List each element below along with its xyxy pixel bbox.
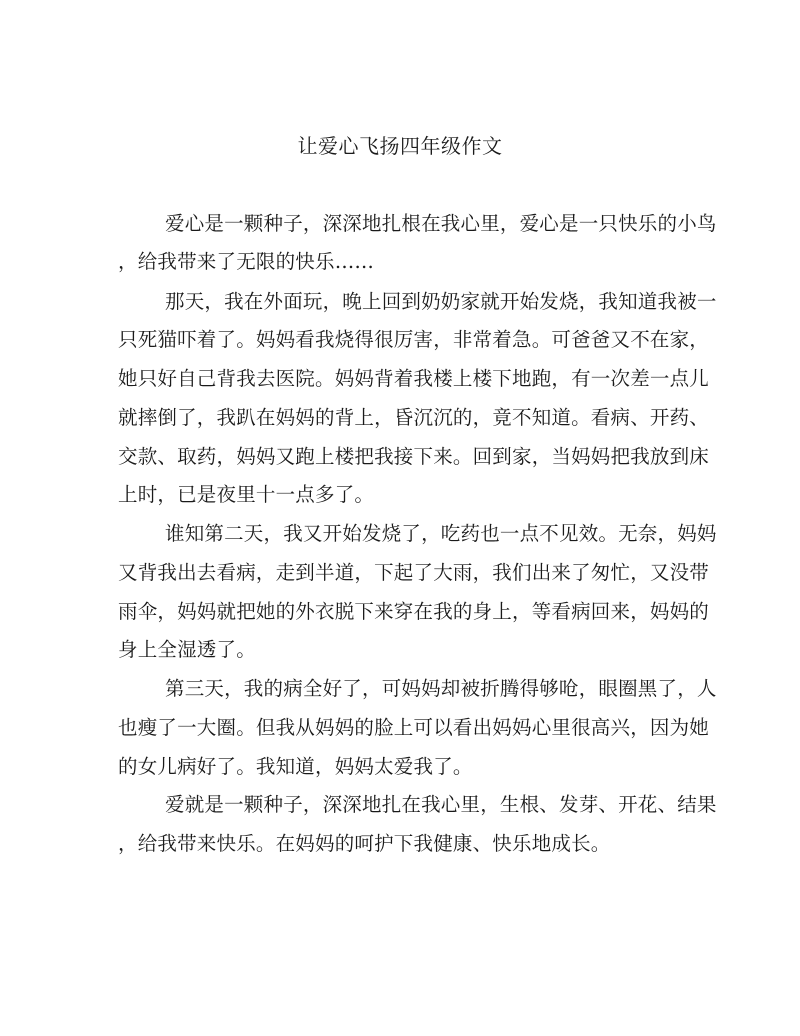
paragraph-2-line-3: 她只好自己背我去医院。妈妈背着我楼上楼下地跑，有一次差一点儿 (118, 367, 710, 390)
paragraph-3-line-4: 身上全湿透了。 (118, 638, 256, 661)
paragraph-3-line-1: 谁知第二天，我又开始发烧了，吃药也一点不见效。无奈，妈妈 (165, 522, 717, 545)
paragraph-3-line-3: 雨伞，妈妈就把她的外衣脱下来穿在我的身上，等看病回来，妈妈的 (118, 600, 710, 623)
paragraph-2-line-1: 那天，我在外面玩，晚上回到奶奶家就开始发烧，我知道我被一 (165, 290, 717, 313)
paragraph-2-line-2: 只死猫吓着了。妈妈看我烧得很厉害，非常着急。可爸爸又不在家， (118, 328, 710, 351)
paragraph-1-line-2: ，给我带来了无限的快乐…… (118, 250, 375, 273)
paragraph-3-line-2: 又背我出去看病，走到半道，下起了大雨，我们出来了匆忙，又没带 (118, 561, 710, 584)
paragraph-4-line-1: 第三天，我的病全好了，可妈妈却被折腾得够呛，眼圈黑了，人 (165, 677, 717, 700)
paragraph-2-line-6: 上时，已是夜里十一点多了。 (118, 483, 375, 506)
paragraph-1-line-1: 爱心是一颗种子，深深地扎根在我心里，爱心是一只快乐的小鸟 (165, 212, 717, 235)
paragraph-4-line-2: 也瘦了一大圈。但我从妈妈的脸上可以看出妈妈心里很高兴，因为她 (118, 716, 710, 739)
paragraph-2-line-4: 就摔倒了，我趴在妈妈的背上，昏沉沉的，竟不知道。看病、开药、 (118, 406, 710, 429)
paragraph-5-line-1: 爱就是一颗种子，深深地扎在我心里，生根、发芽、开花、结果 (165, 793, 717, 816)
paragraph-4-line-3: 的女儿病好了。我知道，妈妈太爱我了。 (118, 755, 473, 778)
paragraph-5-line-2: ，给我带来快乐。在妈妈的呵护下我健康、快乐地成长。 (118, 832, 611, 855)
paragraph-2-line-5: 交款、取药，妈妈又跑上楼把我接下来。回到家，当妈妈把我放到床 (118, 445, 710, 468)
document-title: 让爱心飞扬四年级作文 (297, 134, 503, 158)
